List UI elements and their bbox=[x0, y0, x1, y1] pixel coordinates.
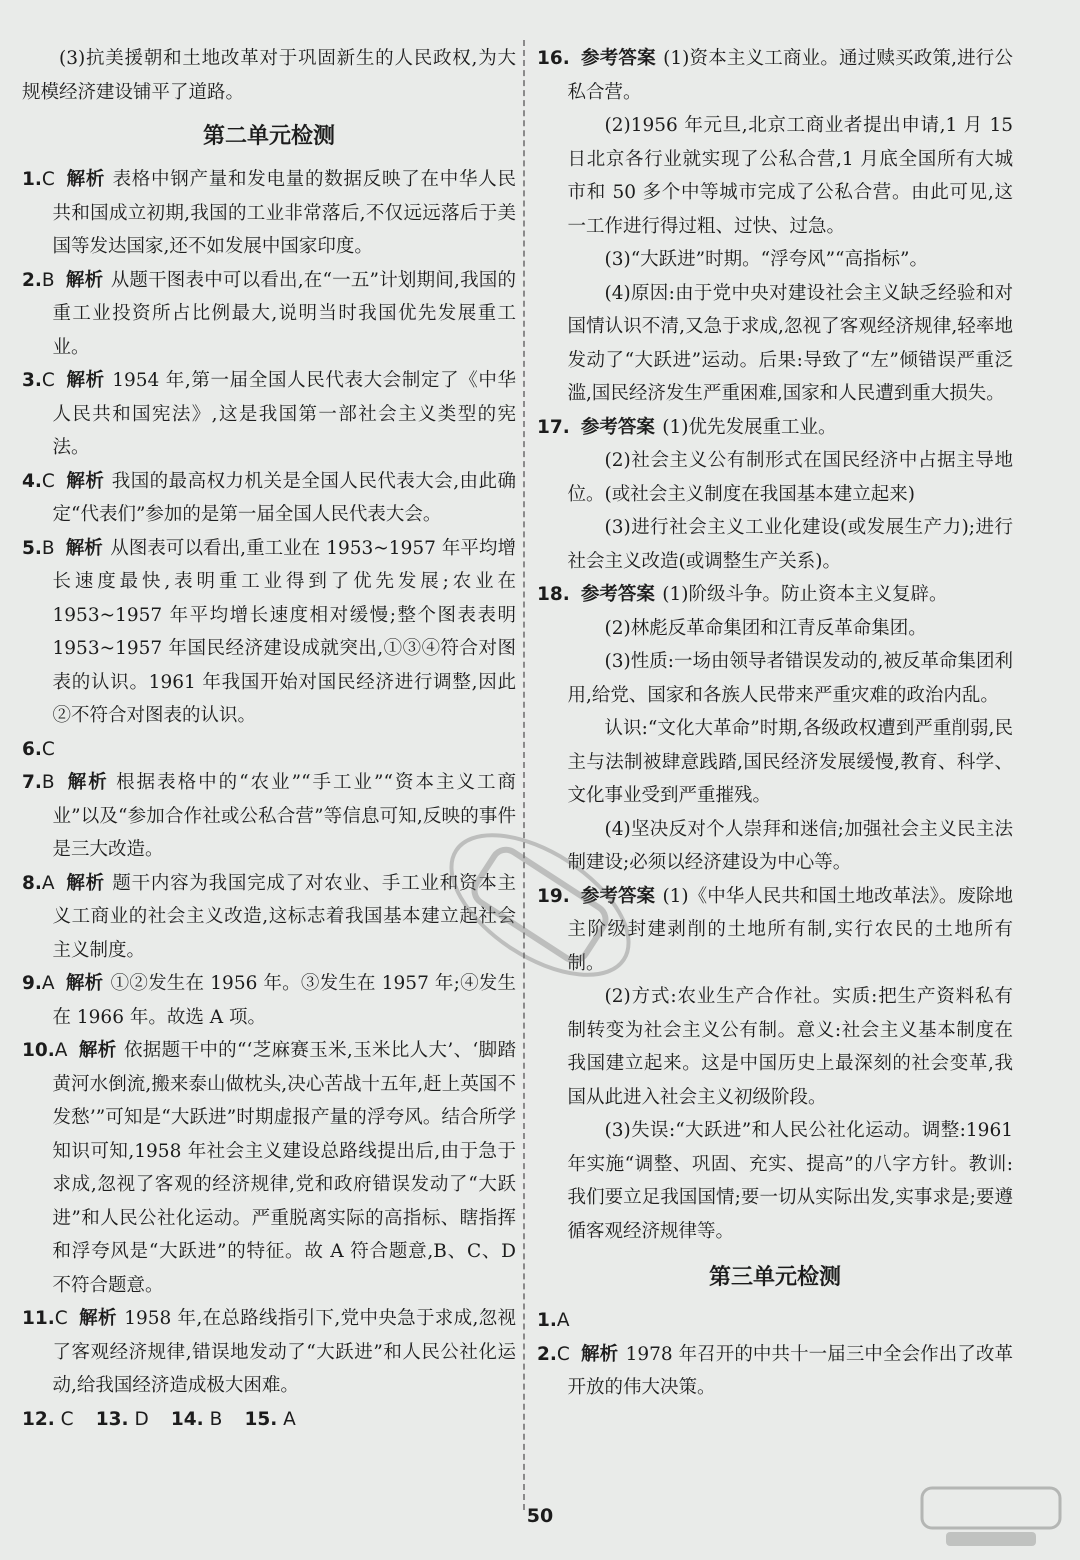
item-number: 10. bbox=[22, 1040, 55, 1061]
item-number: 2. bbox=[22, 269, 42, 291]
item-paragraph: (1)资本主义工商业。通过赎买政策,进行公私合营。 bbox=[567, 48, 1013, 103]
answer-item bbox=[537, 42, 1013, 109]
item-answer: C bbox=[41, 370, 55, 391]
answer-item bbox=[537, 880, 1013, 981]
item-number: 8. bbox=[22, 872, 42, 894]
item-number: 1. bbox=[537, 1310, 557, 1331]
answer-item bbox=[22, 264, 516, 365]
item-paragraph: (1)阶级斗争。防止资本主义复辟。 bbox=[662, 584, 948, 605]
answer-list-unit2 bbox=[22, 163, 516, 1403]
item-number: 18. bbox=[537, 584, 570, 605]
item-label: 参考答案 bbox=[580, 416, 655, 438]
answer-item bbox=[22, 967, 516, 1034]
item-answer: B bbox=[41, 269, 55, 291]
intro-paragraph: (3)抗美援朝和土地改革对于巩固新生的人民政权,为大规模经济建设铺平了道路。 bbox=[22, 48, 516, 103]
answer-line-12-15 bbox=[22, 1403, 516, 1437]
answer-item bbox=[22, 1302, 516, 1403]
item-number: 11. bbox=[22, 1308, 55, 1329]
answer-item bbox=[22, 163, 516, 264]
item-label: 解析 bbox=[580, 1343, 619, 1365]
item-label: 解析 bbox=[65, 872, 105, 894]
item-paragraph: (2)社会主义公有制形式在国民经济中占据主导地位。(或社会主义制度在我国基本建立起来) bbox=[567, 450, 1013, 505]
item-answer: B bbox=[41, 537, 55, 559]
answer-item bbox=[22, 1034, 516, 1302]
item-number: 4. bbox=[22, 470, 42, 492]
item-label: 解析 bbox=[65, 269, 104, 291]
item-answer: B bbox=[209, 1408, 223, 1430]
item-paragraph: (3)失误:“大跃进”和人民公社化运动。调整:1961 年实施“调整、巩固、充实、提高”的八字方针。教训:我们要立足我国国情;要一切从实际出发,实事求是;要遵循客观经济规律等。 bbox=[567, 1120, 1013, 1242]
item-answer: C bbox=[60, 1408, 74, 1430]
item-paragraph: (3)进行社会主义工业化建设(或发展生产力);进行社会主义改造(或调整生产关系)。 bbox=[567, 517, 1013, 572]
item-number: 17. bbox=[537, 416, 570, 438]
section-heading-unit2: 第二单元检测 bbox=[202, 124, 335, 149]
item-label: 解析 bbox=[78, 1308, 117, 1329]
inline-answer bbox=[96, 1409, 149, 1430]
item-paragraph: (2)林彪反革命集团和江青反革命集团。 bbox=[604, 617, 927, 639]
item-explanation: 根据表格中的“农业”“手工业”“资本主义工商业”以及“参加合作社或公私合营”等信息可知,反映的事件是三大改造。 bbox=[52, 772, 516, 860]
item-label: 解析 bbox=[65, 470, 105, 492]
item-answer: A bbox=[41, 973, 55, 994]
item-number: 7. bbox=[22, 772, 42, 793]
item-answer: A bbox=[556, 1310, 570, 1331]
answer-item bbox=[537, 1304, 1013, 1338]
answer-item bbox=[22, 465, 516, 532]
answer-item bbox=[537, 1338, 1013, 1405]
answer-item bbox=[22, 867, 516, 968]
item-paragraph: (3)“大跃进”时期。“浮夸风”“高指标”。 bbox=[604, 249, 928, 270]
item-answer: D bbox=[134, 1408, 149, 1430]
item-label: 参考答案 bbox=[580, 885, 656, 907]
item-number: 3. bbox=[22, 370, 42, 391]
inline-answer bbox=[22, 1409, 74, 1430]
item-explanation: 1954 年,第一届全国人民代表大会制定了《中华人民共和国宪法》,这是我国第一部社会主义类型的宪法。 bbox=[52, 370, 516, 458]
item-number: 1. bbox=[22, 169, 42, 190]
column-divider bbox=[523, 40, 525, 1510]
item-explanation: ①②发生在 1956 年。③发生在 1957 年;④发生在 1966 年。故选 A 项。 bbox=[52, 973, 516, 1028]
inline-answer bbox=[171, 1409, 222, 1430]
item-answer: C bbox=[54, 1308, 68, 1329]
item-paragraph: (3)性质:一场由领导者错误发动的,被反革命集团利用,给党、国家和各族人民带来严重灾难的政治内乱。 bbox=[567, 651, 1013, 706]
item-explanation: 我国的最高权力机关是全国人民代表大会,由此确定“代表们”参加的是第一届全国人民代表大会。 bbox=[52, 470, 516, 525]
page-number: 50 bbox=[526, 1505, 554, 1527]
item-explanation: 表格中钢产量和发电量的数据反映了在中华人民共和国成立初期,我国的工业非常落后,不仅远远落后于美国等发达国家,还不如发展中国家印度。 bbox=[52, 169, 516, 257]
item-explanation: 依据题干中的“‘芝麻赛玉米,玉米比人大’、‘脚踏黄河水倒流,搬来泰山做枕头,决心苦战十五年,赶上英国不发愁’”可知是“大跃进”时期虚报产量的浮夸风。结合所学知识可知,1958 年社会主义建设总路线提出后,由于急于求成,忽视了客观的经济规律,党和政府错误发动了“大跃进”和人民公社化运动。严重脱离实际的高指标、瞎指挥和浮夸风是“大跃进”的特征。故 A 符合题意,B、C、D 不符合题意。 bbox=[52, 1040, 516, 1296]
item-paragraph: 认识:“文化大革命”时期,各级政权遭到严重削弱,民主与法制被肆意践踏,国民经济发展缓慢,教育、科学、文化事业受到严重摧残。 bbox=[567, 718, 1013, 806]
item-label: 解析 bbox=[65, 973, 104, 994]
item-paragraph: (4)原因:由于党中央对建设社会主义缺乏经验和对国情认识不清,又急于求成,忽视了客观经济规律,轻率地发动了“大跃进”运动。后果:导致了“左”倾错误严重泛滥,国民经济发生严重困难,国家和人民遭到重大损失。 bbox=[567, 282, 1013, 404]
item-number: 15. bbox=[244, 1408, 278, 1430]
item-answer: C bbox=[556, 1343, 570, 1365]
item-answer: C bbox=[41, 470, 55, 492]
item-answer: C bbox=[41, 738, 55, 760]
inline-answer bbox=[244, 1409, 295, 1430]
item-number: 14. bbox=[170, 1408, 204, 1430]
item-number: 13. bbox=[95, 1408, 129, 1430]
item-paragraph: (2)方式:农业生产合作社。实质:把生产资料私有制转变为社会主义公有制。意义:社会主义基本制度在我国建立起来。这是中国历史上最深刻的社会变革,我国从此进入社会主义初级阶段。 bbox=[567, 986, 1013, 1108]
section-heading-unit3: 第三单元检测 bbox=[708, 1265, 841, 1290]
item-explanation: 1958 年,在总路线指引下,党中央急于求成,忽视了客观经济规律,错误地发动了“大跃进”和人民公社化运动,给我国经济造成极大困难。 bbox=[52, 1308, 516, 1396]
item-paragraph: (1)优先发展重工业。 bbox=[662, 416, 837, 438]
item-label: 解析 bbox=[65, 537, 103, 559]
item-answer: A bbox=[54, 1040, 68, 1061]
answer-item bbox=[537, 578, 1013, 612]
answer-list-unit2-cont bbox=[537, 42, 1013, 1248]
item-explanation: 从题干图表中可以看出,在“一五”计划期间,我国的重工业投资所占比例最大,说明当时我国优先发展重工业。 bbox=[52, 269, 516, 358]
item-number: 19. bbox=[537, 885, 570, 907]
item-explanation: 从图表可以看出,重工业在 1953~1957 年平均增长速度最快,表明重工业得到了优先发展;农业在 1953~1957 年平均增长速度相对缓慢;整个图表表明 1953~1957 年国民经济建设成就突出,①③④符合对图表的认识。1961 年我国开始对国民经济进行调整,因此②不符合对图表的认识。 bbox=[52, 537, 516, 726]
answer-item bbox=[22, 766, 516, 867]
item-label: 解析 bbox=[78, 1040, 117, 1061]
item-number: 2. bbox=[537, 1343, 557, 1365]
item-answer: B bbox=[41, 772, 55, 793]
item-number: 16. bbox=[537, 48, 570, 69]
answer-item bbox=[22, 532, 516, 733]
item-label: 参考答案 bbox=[580, 584, 655, 605]
answer-item bbox=[537, 411, 1013, 445]
answer-list-unit3 bbox=[537, 1304, 1013, 1405]
item-number: 5. bbox=[22, 537, 42, 559]
left-column bbox=[22, 42, 516, 1436]
item-answer: C bbox=[41, 169, 55, 190]
right-column bbox=[537, 42, 1013, 1405]
item-label: 解析 bbox=[65, 772, 109, 793]
item-answer: A bbox=[283, 1408, 296, 1430]
item-number: 6. bbox=[22, 738, 42, 760]
item-paragraph: (4)坚决反对个人崇拜和迷信;加强社会主义民主法制建设;必须以经济建设为中心等。 bbox=[567, 818, 1013, 873]
item-number: 12. bbox=[22, 1408, 55, 1430]
item-explanation: 1978 年召开的中共十一届三中全会作出了改革开放的伟大决策。 bbox=[567, 1343, 1013, 1398]
item-label: 解析 bbox=[65, 169, 106, 190]
item-label: 解析 bbox=[65, 370, 105, 391]
item-paragraph: (2)1956 年元旦,北京工商业者提出申请,1 月 15 日北京各行业就实现了公私合营,1 月底全国所有大城市和 50 多个中等城市完成了公私合营。由此可见,这一工作进行得过粗、过快、过急。 bbox=[567, 115, 1013, 237]
item-explanation: 题干内容为我国完成了对农业、手工业和资本主义工商业的社会主义改造,这标志着我国基本建立起社会主义制度。 bbox=[52, 872, 516, 961]
item-label: 参考答案 bbox=[580, 48, 656, 69]
answer-item bbox=[22, 364, 516, 465]
answer-item bbox=[22, 733, 516, 767]
item-paragraph: (1)《中华人民共和国土地改革法》。废除地主阶级封建剥削的土地所有制,实行农民的土地所有制。 bbox=[567, 885, 1013, 974]
item-number: 9. bbox=[22, 973, 42, 994]
item-answer: A bbox=[41, 872, 55, 894]
